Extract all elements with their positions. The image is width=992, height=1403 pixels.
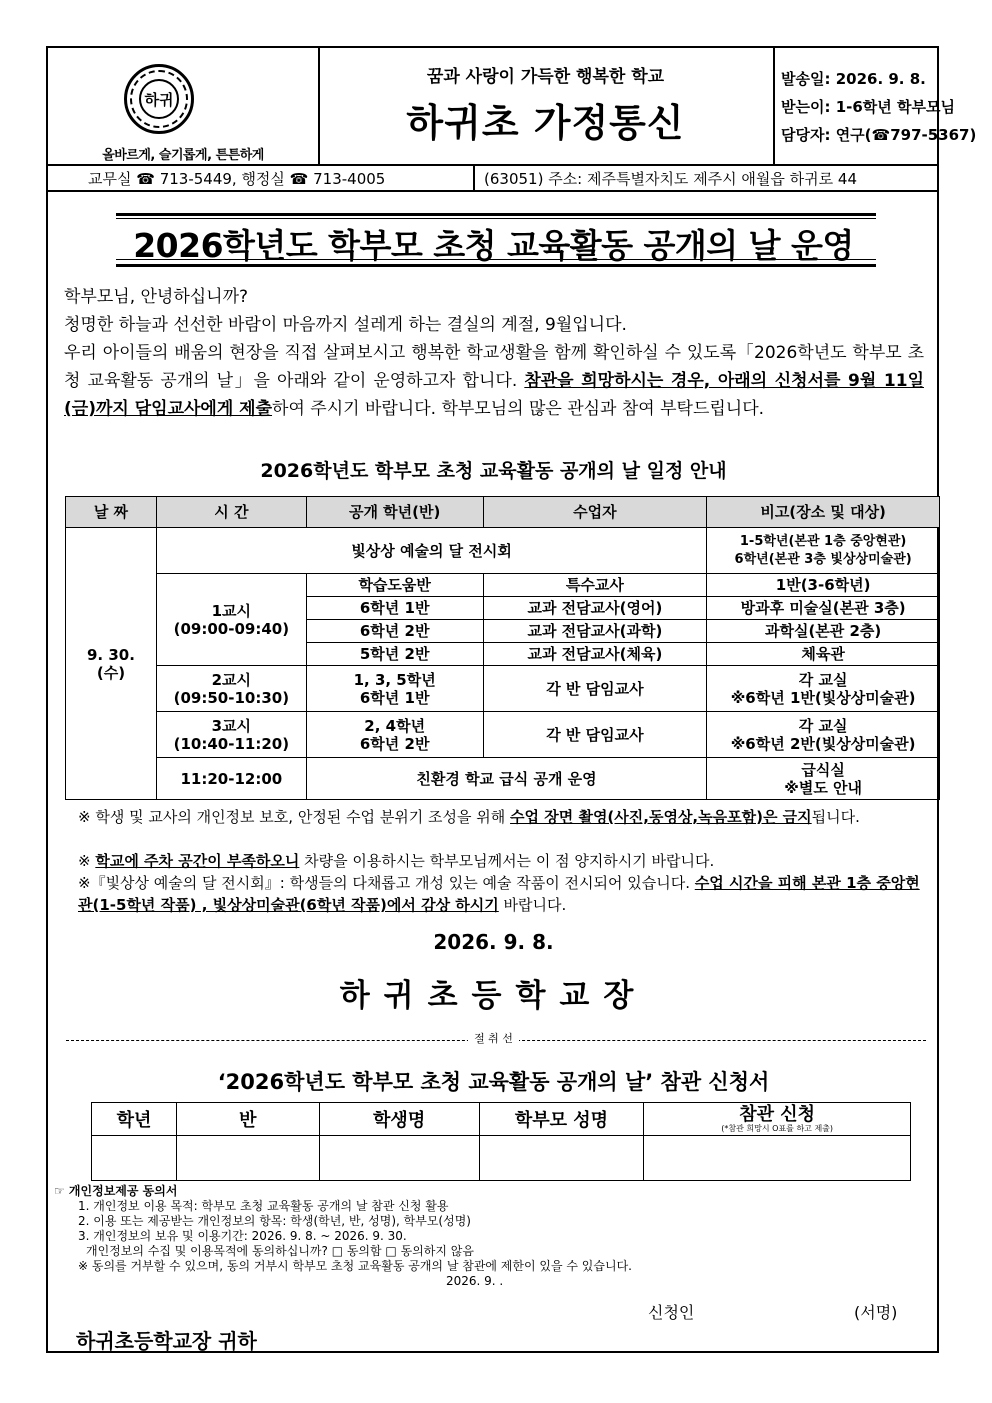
- phone-numbers: 교무실 ☎ 713-5449, 행정실 ☎ 713-4005: [88, 170, 386, 188]
- recipient: 받는이: 1-6학년 학부모님: [781, 98, 955, 116]
- consent-item: 3. 개인정보의 보유 및 이용기간: 2026. 9. 8. ~ 2026. 9. 30.: [78, 1229, 407, 1243]
- table-cell: 6학년 1반: [306, 597, 483, 620]
- addressee: 하귀초등학교장 귀하: [76, 1329, 257, 1353]
- consent-title: ☞ 개인정보제공 동의서: [54, 1184, 178, 1198]
- consent-question[interactable]: 개인정보의 수집 및 이용목적에 동의하십니까? □ 동의함 □ 동의하지 않음: [86, 1244, 474, 1258]
- exhibition: 빛상상 예술의 달 전시회: [156, 528, 706, 574]
- col-teacher: 수업자: [483, 497, 707, 528]
- greeting: 학부모님, 안녕하십니까?: [64, 287, 249, 307]
- document-frame: [46, 46, 977, 1353]
- lunch-description: 친환경 학교 급식 공개 운영: [306, 758, 706, 800]
- school-seal-icon: [124, 64, 194, 134]
- seal-text: 하귀: [139, 79, 179, 119]
- form-col-parent: 학부모 성명: [479, 1103, 644, 1136]
- col-time: 시 간: [156, 497, 306, 528]
- parent-name-field[interactable]: [479, 1136, 644, 1181]
- table-cell: 과학실(본관 2층): [707, 620, 940, 643]
- class-field[interactable]: [176, 1136, 319, 1181]
- main-title: 2026학년도 학부모 초청 교육활동 공개의 날 운영: [133, 226, 854, 265]
- contact-person: 담당자: 연구(☎797-5367): [781, 126, 977, 144]
- school-address: (63051) 주소: 제주특별자치도 제주시 애월읍 하귀로 44: [484, 170, 857, 188]
- principal-name: 하귀초등학교장: [339, 978, 648, 1014]
- form-title: ‘2026학년도 학부모 초청 교육활동 공개의 날’ 참관 신청서: [217, 1070, 770, 1094]
- table-cell: 방과후 미술실(본관 3층): [707, 597, 940, 620]
- form-col-apply: 참관 신청 (*참관 희망시 O표를 하고 제출): [644, 1103, 911, 1136]
- table-cell: 1, 3, 5학년 6학년 1반: [306, 666, 483, 712]
- exhibition-note: 1-5학년(본관 1층 중앙현관) 6학년(본관 3층 빛상상미술관): [707, 528, 940, 574]
- table-cell: 2, 4학년 6학년 2반: [306, 712, 483, 758]
- table-cell: 각 교실 ※6학년 2반(빛상상미술관): [707, 712, 940, 758]
- lunch-note: 급식실 ※별도 안내: [707, 758, 940, 800]
- newsletter-title: 하귀초 가정통신: [406, 101, 685, 145]
- issue-date: 발송일: 2026. 9. 8.: [781, 70, 926, 88]
- cut-label: 절 취 선: [48, 1030, 939, 1046]
- application-form-table: [91, 1102, 911, 1181]
- signature-field[interactable]: (서명): [854, 1303, 898, 1322]
- table-cell: 5학년 2반: [306, 643, 483, 666]
- header-logo-cell: [48, 48, 320, 164]
- table-cell: 각 교실 ※6학년 1반(빛상상미술관): [707, 666, 940, 712]
- schedule-title: 2026학년도 학부모 초청 교육활동 공개의 날 일정 안내: [260, 460, 727, 482]
- table-cell: 각 반 담임교사: [483, 712, 707, 758]
- divider: [48, 164, 939, 166]
- col-grade: 공개 학년(반): [306, 497, 483, 528]
- divider: [116, 213, 876, 216]
- divider: [48, 190, 939, 192]
- season-line: 청명한 하늘과 선선한 바람이 마음까지 설레게 하는 결실의 계절, 9월입니다.: [64, 315, 627, 335]
- schedule-table: [65, 496, 940, 800]
- note-parking: ※ 학교에 주차 공간이 부족하오니 차량을 이용하시는 학부모님께서는 이 점 양지하시기 바랍니다.: [78, 852, 715, 870]
- divider: [116, 264, 876, 267]
- form-col-class: 반: [176, 1103, 319, 1136]
- note-photography: ※ 학생 및 교사의 개인정보 보호, 안정된 수업 분위기 조성을 위해 수업 장면 촬영(사진,동영상,녹음포함)은 금지됩니다.: [78, 808, 860, 826]
- school-slogan: 꿈과 사랑이 가득한 행복한 학교: [426, 67, 665, 87]
- schedule-date: 9. 30. (수): [66, 528, 157, 800]
- school-motto: 올바르게, 슬기롭게, 튼튼하게: [102, 148, 264, 163]
- intro-paragraph: 우리 아이들의 배움의 현장을 직접 살펴보시고 행복한 학교생활을 함께 확인하실 수 있도록「2026학년도 학부모 초청 교육활동 공개의 날」을 아래와 같이 운영하고자 합니다. 참관을 희망하시는 경우, 아래의 신청서를 9월 11일(금)까지 담임교사에게 제출하여 주시기 바랍니다. 학부모님의 많은 관심과 참여 부탁드립니다.: [64, 343, 924, 419]
- table-cell: 학습도움반: [306, 574, 483, 597]
- table-cell: 체육관: [707, 643, 940, 666]
- table-cell: 교과 전담교사(영어): [483, 597, 707, 620]
- applicant-label: 신청인: [648, 1303, 695, 1322]
- notice-date: 2026. 9. 8.: [433, 930, 554, 954]
- submission-deadline: 참관을 희망하시는 경우, 아래의 신청서를 9월 11일(금)까지 담임교사에게 제출: [64, 371, 924, 419]
- student-name-field[interactable]: [319, 1136, 479, 1181]
- period-3: 3교시 (10:40-11:20): [156, 712, 306, 758]
- divider: [473, 164, 475, 190]
- table-cell: 1반(3-6학년): [707, 574, 940, 597]
- table-cell: 교과 전담교사(과학): [483, 620, 707, 643]
- lunch-time: 11:20-12:00: [156, 758, 306, 800]
- note-exhibition: ※『빛상상 예술의 달 전시회』: 학생들의 다채롭고 개성 있는 예술 작품이 전시되어 있습니다. 수업 시간을 피해 본관 1층 중앙현관(1-5학년 작품) , 빛상상미술관(6학년 작품)에서 감상 하시기 바랍니다.: [78, 874, 920, 914]
- divider: [116, 259, 876, 260]
- divider: [116, 218, 876, 219]
- table-cell: 6학년 2반: [306, 620, 483, 643]
- form-col-grade: 학년: [92, 1103, 177, 1136]
- table-cell: 각 반 담임교사: [483, 666, 707, 712]
- table-cell: 특수교사: [483, 574, 707, 597]
- col-note: 비고(장소 및 대상): [707, 497, 940, 528]
- form-col-student: 학생명: [319, 1103, 479, 1136]
- period-2: 2교시 (09:50-10:30): [156, 666, 306, 712]
- header-title-cell: [318, 48, 775, 164]
- consent-item: 1. 개인정보 이용 목적: 학부모 초청 교육활동 공개의 날 참관 신청 활용: [78, 1199, 449, 1213]
- col-date: 날 짜: [66, 497, 157, 528]
- consent-warning: ※ 동의를 거부할 수 있으며, 동의 거부시 학부모 초청 교육활동 공개의 날 참관에 제한이 있을 수 있습니다.: [78, 1259, 632, 1273]
- consent-item: 2. 이용 또는 제공받는 개인정보의 항목: 학생(학년, 반, 성명), 학부모(성명): [78, 1214, 471, 1228]
- table-cell: 교과 전담교사(체육): [483, 643, 707, 666]
- period-1: 1교시 (09:00-09:40): [156, 574, 306, 666]
- grade-field[interactable]: [92, 1136, 177, 1181]
- header-meta-cell: [773, 48, 977, 164]
- apply-field[interactable]: [644, 1136, 911, 1181]
- consent-date: 2026. 9. .: [446, 1274, 504, 1288]
